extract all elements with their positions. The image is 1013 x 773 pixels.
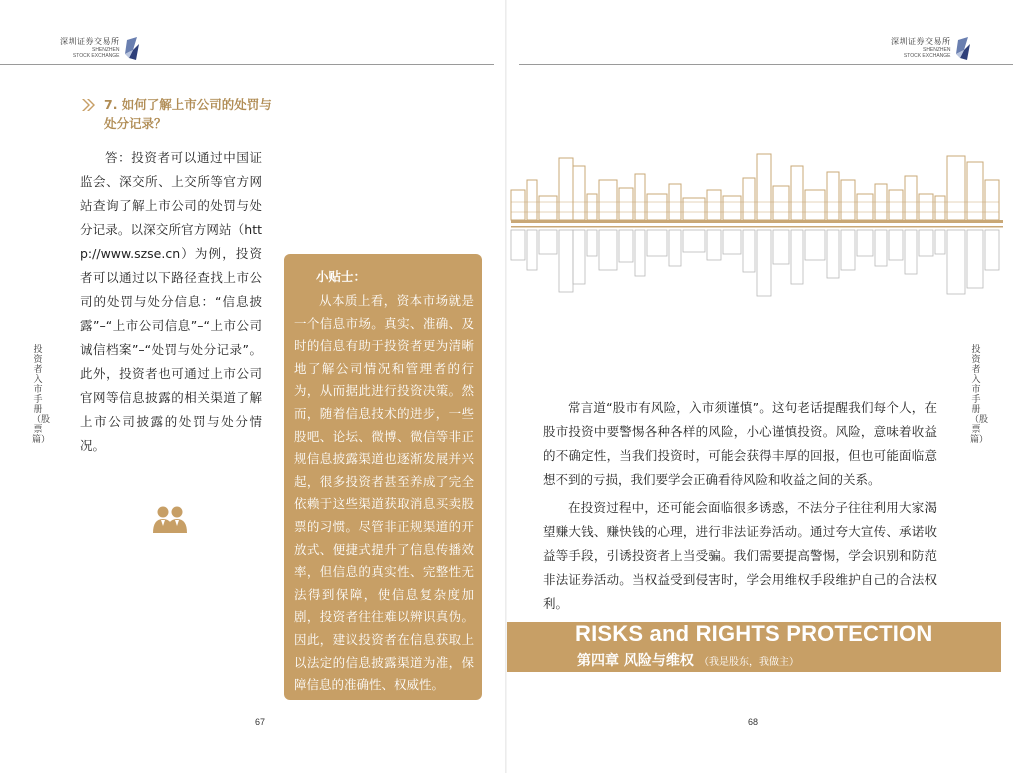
banner-english-title: RISKS and RIGHTS PROTECTION (575, 621, 933, 646)
logo-en-line1: SHENZHEN (91, 47, 120, 53)
header-rule (519, 64, 1013, 65)
paragraph-risk: 常言道“股市有风险，入市须谨慎”。这句老话提醒我们每个人，在股市投资中要警惕各种各样的风险，小心谨慎投资。风险，意味着收益的不确定性，当我们投资时，可能会获得丰厚的回报，但也可能面临意想不到的亏损，我们要学会正确看待风险和收益之间的关系。 (543, 400, 937, 487)
side-label-left: 投资者入市手册（股票篇） (32, 345, 51, 445)
page-number-right: 68 (748, 717, 759, 727)
tips-box (284, 254, 482, 700)
paragraph-rights: 在投资过程中，还可能会面临很多诱惑，不法分子往往利用大家渴望赚大钱、赚快钱的心理，进行非法证券活动。通过夸大宣传、承诺收益等手段，引诱投资者上当受骗。我们需要提高警惕，学会识别和防范非法证券活动。当权益受到侵害时，学会用维权手段维护自己的合法权利。 (543, 500, 937, 611)
banner-chinese-title (577, 650, 799, 670)
szse-logo-icon (954, 36, 972, 62)
right-page (507, 0, 1013, 773)
header-rule (0, 64, 494, 65)
city-skyline-illustration (507, 150, 1003, 308)
logo-en-line2: STOCK EXCHANGE (72, 53, 120, 59)
question-heading (80, 95, 280, 133)
logo-en-line1: SHENZHEN (922, 47, 951, 53)
chapter-title: 第四章 风险与维权 (577, 653, 694, 669)
szse-logo-icon (123, 36, 141, 62)
tips-title: 小贴士： (316, 269, 367, 284)
logo-en-line2: STOCK EXCHANGE (903, 53, 951, 59)
szse-logo (60, 36, 141, 62)
szse-logo (891, 36, 972, 62)
chevron-arrow-icon (80, 97, 96, 113)
logo-cn: 深圳证券交易所 (891, 37, 951, 46)
answer-text: 答：投资者可以通过中国证监会、深交所、上交所等官方网站查询了解上市公司的处罚与处分记录。以深交所官方网站（http://www.szse.cn）为例，投资者可以通过以下路径查找上市公司的处罚与处分信息：“信息披露”–“上市公司信息”–“上市公司诚信档案”–“处罚与处分记录”。此外，投资者也可通过上市公司官网等信息披露的相关渠道了解上市公司披露的处罚与处分情况。 (80, 150, 262, 453)
chapter-subtitle: （我是股东，我做主） (698, 657, 799, 668)
left-page (0, 0, 506, 773)
page-number-left: 67 (255, 717, 266, 727)
tips-body: 从本质上看，资本市场就是一个信息市场。真实、准确、及时的信息有助于投资者更为清晰地了解公司情况和管理者的行为，从而据此进行投资决策。然而，随着信息技术的进步，一些股吧、论坛、微博、微信等非正规信息披露渠道也逐渐发展并兴起，很多投资者甚至养成了完全依赖于这些渠道获取消息买卖股票的习惯。尽管非正规渠道的开放式、便捷式提升了信息传播效率，但信息的真实性、完整性无法得到保障，使信息复杂度加剧，投资者往往难以辨识真伪。因此，建议投资者在信息获取上以法定的信息披露渠道为准，保障信息的准确性、权威性。 (294, 293, 474, 693)
people-icon (152, 504, 188, 534)
side-label-right: 投资者入市手册（股票篇） (970, 345, 989, 445)
logo-text (60, 36, 120, 59)
logo-text (891, 36, 951, 59)
question-title: 7. 如何了解上市公司的处罚与处分记录？ (104, 97, 272, 131)
logo-cn: 深圳证券交易所 (60, 37, 120, 46)
